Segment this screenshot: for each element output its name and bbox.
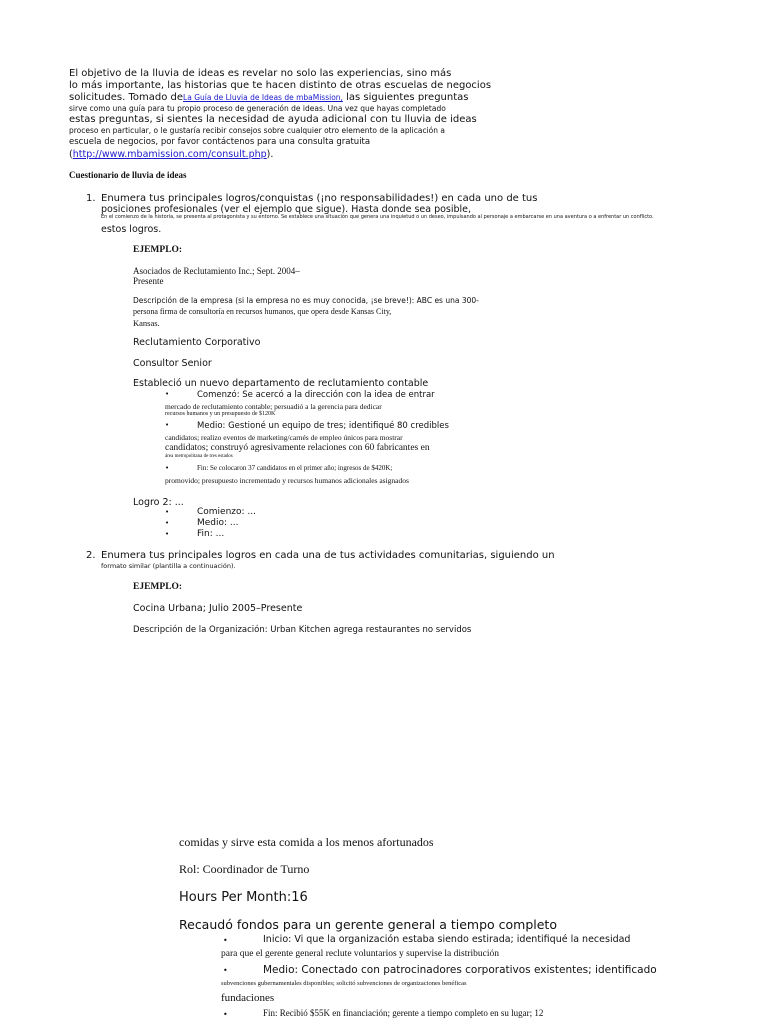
example1-b1-line-1: Comenzó: Se acercó a la dirección con la idea de entrar	[197, 390, 435, 400]
q1-number: 1.	[86, 193, 96, 204]
example1-l2-b1: Comienzo: ...	[197, 507, 257, 517]
example1-desc-line-2: persona firma de consultoría en recursos humanos, que opera desde Kansas City,	[133, 307, 392, 316]
example1-desc-line-3: Kansas.	[133, 318, 160, 328]
example1-b3-line-1: Fin: Se colocaron 37 candidatos en el primer año; ingresos de $420K;	[197, 464, 393, 472]
example1-label: EJEMPLO:	[133, 245, 183, 255]
q1-tiny-note: En el comienzo de la historia, se presenta al protagonista y su entorno. Se establece una situación que genera una inquietud o un deseo, impulsando al personaje a embarcarse en una aventura o a enfrentar un conflicto.	[101, 214, 654, 220]
intro-line-8	[69, 149, 273, 160]
example2-b2-line-3: fundaciones	[221, 992, 275, 1004]
example2-org: Cocina Urbana; Julio 2005–Presente	[133, 603, 303, 614]
intro-line-7: escuela de negocios, por favor contáctenos para una consulta gratuita	[69, 137, 371, 147]
example1-b1-line-2: mercado de reclutamiento contable; persuadió a la gerencia para dedicar	[165, 402, 382, 411]
example1-l2-b3: Fin: ...	[197, 529, 225, 539]
intro-line-3	[69, 92, 469, 103]
intro-line-1: El objetivo de la lluvia de ideas es revelar no solo las experiencias, sino más	[69, 68, 452, 79]
example1-b2-line-2: candidatos; realizo eventos de marketing/carnés de empleo únicos para mostrar	[165, 433, 403, 442]
example2-b1-line-1: Inicio: Vi que la organización estaba siendo estirada; identifiqué la necesidad	[263, 934, 631, 945]
example2-desc: Descripción de la Organización: Urban Kitchen agrega restaurantes no servidos	[133, 625, 472, 635]
bullet	[223, 936, 228, 945]
mbamission-guide-link[interactable]: La Guía de Lluvia de Ideas de mbaMission,	[183, 93, 343, 102]
example2-b2-line-1: Medio: Conectado con patrocinadores corporativos existentes; identificado	[263, 964, 657, 976]
q2-line-2: formato similar (plantilla a continuación).	[101, 562, 236, 570]
bullet	[223, 966, 228, 975]
intro-line-3-end: las siguientes preguntas	[342, 92, 469, 103]
example1-achievement: Estableció un nuevo departamento de reclutamiento contable	[133, 378, 429, 389]
example1-desc-line-1: Descripción de la empresa (si la empresa no es muy conocida, ¡se breve!): ABC es una 300-	[133, 296, 479, 305]
example2-hours: Hours Per Month:16	[179, 890, 308, 905]
intro-line-5: estas preguntas, si sientes la necesidad de ayuda adicional con tu lluvia de ideas	[69, 114, 477, 125]
q2-number: 2.	[86, 550, 96, 561]
example1-company-line-1: Asociados de Reclutamiento Inc.; Sept. 2004–	[133, 266, 300, 276]
q2-line-1: Enumera tus principales logros en cada una de tus actividades comunitarias, siguiendo un	[101, 550, 555, 561]
questionnaire-title: Cuestionario de lluvia de ideas	[69, 170, 187, 180]
bullet	[165, 421, 169, 429]
bullet	[165, 530, 169, 538]
example2-label: EJEMPLO:	[133, 582, 183, 592]
bullet	[165, 519, 169, 527]
example1-b2-line-4: área metropolitana de tres estados	[165, 454, 233, 459]
example2-b3-line-1: Fin: Recibió $55K en financiación; gerente a tiempo completo en su lugar; 12	[263, 1008, 544, 1018]
example1-b1-line-3: recursos humanos y un presupuesto de $120K	[165, 411, 276, 417]
intro-line-4: sirve como una guía para tu propio proceso de generación de ideas. Una vez que hayas completado	[69, 104, 446, 113]
example1-b2-line-1: Medio: Gestioné un equipo de tres; identifiqué 80 credibles	[197, 421, 449, 431]
q1-line-3: estos logros.	[101, 224, 162, 235]
example1-l2-b2: Medio: ...	[197, 518, 239, 528]
consult-link[interactable]: http://www.mbamission.com/consult.php	[72, 149, 267, 160]
example2-achievement: Recaudó fondos para un gerente general a tiempo completo	[179, 917, 557, 932]
example2-role: Rol: Coordinador de Turno	[179, 862, 310, 876]
example2-b1-line-2: para que el gerente general reclute voluntarios y supervise la distribución	[221, 949, 500, 959]
example1-company-line-2: Presente	[133, 276, 164, 286]
example1-role: Consultor Senior	[133, 358, 212, 369]
bullet	[165, 508, 169, 516]
bullet	[223, 1010, 228, 1019]
bullet	[165, 390, 169, 398]
example2-desc-cont: comidas y sirve esta comida a los menos afortunados	[179, 835, 434, 849]
example2-b2-line-2: subvenciones gubernamentales disponibles; solicitó subvenciones de organizaciones benéficas	[221, 980, 467, 987]
example1-b2-line-3: candidatos; construyó agresivamente relaciones con 60 fabricantes en	[165, 443, 430, 453]
paren-open: (	[69, 149, 73, 160]
example1-logro-2: Logro 2: ...	[133, 497, 184, 508]
example1-department: Reclutamiento Corporativo	[133, 337, 261, 348]
q1-line-1: Enumera tus principales logros/conquistas (¡no responsabilidades!) en cada uno de tus	[101, 193, 538, 204]
bullet	[165, 464, 169, 472]
paren-close: ).	[266, 149, 274, 160]
intro-line-3-start: solicitudes. Tomado de	[69, 92, 184, 103]
intro-line-6: proceso en particular, o le gustaría recibir consejos sobre cualquier otro elemento de la aplicación a	[69, 126, 445, 135]
q1-line-2: posiciones profesionales (ver el ejemplo que sigue). Hasta donde sea posible,	[101, 204, 472, 215]
example1-b3-line-2: promovido; presupuesto incrementado y recursos humanos adicionales asignados	[165, 476, 409, 485]
intro-line-2: lo más importante, las historias que te hacen distinto de otras escuelas de negocios	[69, 80, 492, 91]
